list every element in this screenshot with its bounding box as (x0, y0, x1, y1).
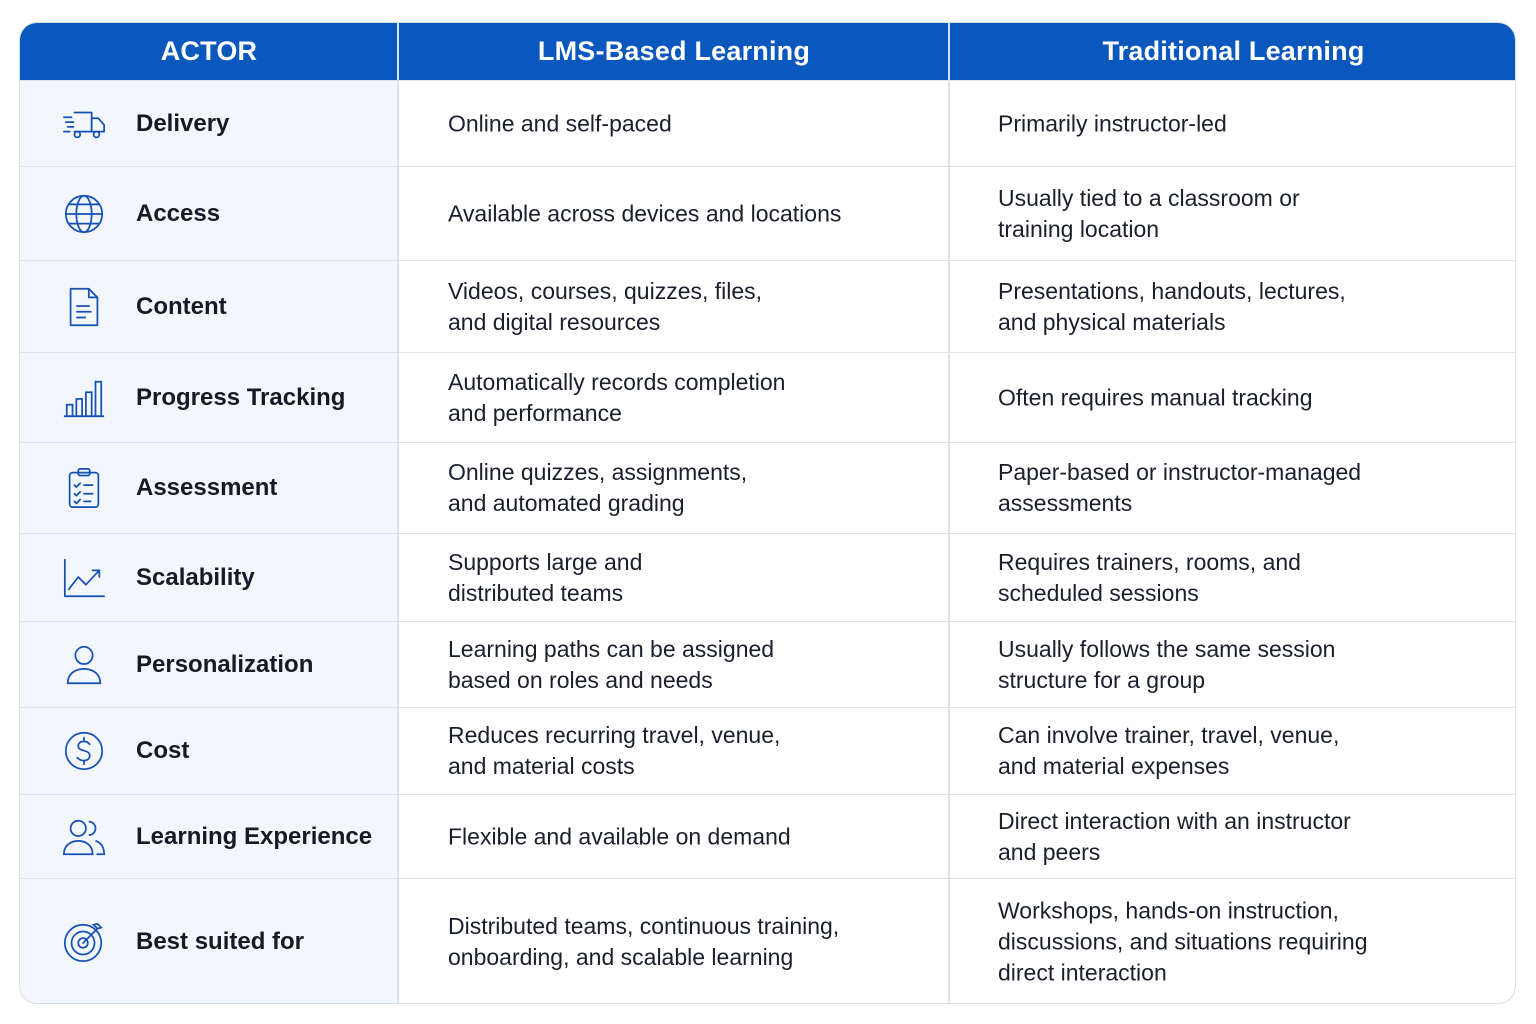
traditional-cell-line: Usually follows the same session (998, 635, 1336, 662)
actor-cell (20, 353, 398, 442)
traditional-cell (998, 896, 1498, 989)
column-divider (397, 80, 399, 1004)
lms-cell (448, 547, 928, 609)
actor-label: Progress Tracking (136, 383, 346, 411)
traditional-cell (998, 720, 1498, 782)
actor-cell (20, 81, 398, 166)
table-header (20, 23, 1515, 80)
traditional-cell-line: Usually tied to a classroom or (998, 184, 1300, 211)
header-divider (397, 23, 399, 80)
actor-label: Delivery (136, 109, 230, 137)
traditional-cell-line: scheduled sessions (998, 579, 1199, 606)
actor-label: Assessment (136, 474, 278, 501)
comparison-table (19, 22, 1516, 1004)
lms-cell (448, 821, 928, 852)
user-icon (60, 641, 108, 689)
lms-cell-line: Available across devices and locations (448, 200, 842, 226)
traditional-cell (998, 634, 1498, 696)
traditional-cell-line: discussions, and situations requiring (998, 928, 1368, 955)
traditional-cell-line: Requires trainers, rooms, and (998, 548, 1301, 575)
header-traditional: Traditional Learning (1102, 36, 1365, 66)
actor-cell (20, 443, 398, 533)
actor-label: Personalization (136, 650, 314, 678)
lms-cell-line: Online quizzes, assignments, (448, 459, 748, 485)
clipboard-check-icon (60, 464, 108, 512)
actor-label: Scalability (136, 563, 255, 591)
lms-cell (448, 276, 928, 338)
traditional-cell (998, 382, 1498, 413)
lms-cell (448, 108, 928, 139)
document-icon (60, 283, 108, 331)
globe-icon (60, 190, 108, 238)
traditional-cell-line: assessments (998, 490, 1133, 516)
lms-cell-line: Supports large and (448, 548, 643, 575)
bar-chart-icon (60, 374, 108, 422)
truck-icon (60, 100, 108, 148)
lms-cell-line: Learning paths can be assigned (448, 635, 775, 662)
header-actor: ACTOR (160, 36, 258, 66)
lms-cell-line: and automated grading (448, 490, 685, 516)
traditional-cell-line: training location (998, 215, 1160, 242)
traditional-cell-line: Workshops, hands-on instruction, (998, 897, 1339, 924)
actor-label: Cost (136, 737, 190, 764)
users-icon (60, 813, 108, 861)
actor-cell (20, 261, 398, 352)
lms-cell-line: Distributed teams, continuous training, (448, 913, 840, 939)
lms-cell (448, 634, 928, 696)
traditional-cell-line: and peers (998, 838, 1101, 865)
traditional-cell-line: Can involve trainer, travel, venue, (998, 722, 1340, 748)
dollar-circle-icon (60, 727, 108, 775)
traditional-cell (998, 108, 1498, 139)
traditional-cell-line: Paper-based or instructor-managed (998, 459, 1362, 485)
table-row (20, 533, 1515, 621)
table-row (20, 166, 1515, 260)
table-row (20, 352, 1515, 442)
lms-cell-line: and performance (448, 399, 622, 426)
lms-cell-line: and digital resources (448, 308, 661, 335)
actor-cell (20, 167, 398, 260)
actor-cell (20, 795, 398, 878)
actor-label: Learning Experience (136, 822, 373, 850)
traditional-cell-line: Direct interaction with an instructor (998, 807, 1351, 834)
lms-cell-line: Automatically records completion (448, 368, 786, 395)
lms-cell (448, 198, 928, 229)
lms-cell-line: Online and self-paced (448, 110, 672, 136)
lms-cell-line: distributed teams (448, 579, 624, 606)
actor-cell (20, 534, 398, 621)
table-row (20, 80, 1515, 166)
traditional-cell (998, 457, 1498, 519)
traditional-cell (998, 547, 1498, 609)
table-row (20, 621, 1515, 707)
actor-cell (20, 879, 398, 1004)
target-icon (60, 918, 108, 966)
header-divider (948, 23, 950, 80)
table-row (20, 794, 1515, 878)
traditional-cell-line: Primarily instructor-led (998, 110, 1227, 136)
lms-cell (448, 720, 928, 782)
trend-up-icon (60, 554, 108, 602)
table-row (20, 442, 1515, 533)
traditional-cell (998, 276, 1498, 338)
actor-label: Best suited for (136, 928, 305, 955)
actor-label: Access (136, 199, 221, 227)
lms-cell (448, 457, 928, 519)
table-row (20, 878, 1515, 1004)
lms-cell-line: and material costs (448, 753, 635, 779)
traditional-cell (998, 806, 1498, 868)
lms-cell-line: onboarding, and scalable learning (448, 944, 794, 970)
actor-cell (20, 622, 398, 707)
table-row (20, 707, 1515, 794)
lms-cell-line: Reduces recurring travel, venue, (448, 722, 781, 748)
traditional-cell-line: structure for a group (998, 666, 1206, 693)
traditional-cell-line: Often requires manual tracking (998, 384, 1313, 410)
traditional-cell-line: Presentations, handouts, lectures, (998, 277, 1346, 304)
lms-cell-line: Flexible and available on demand (448, 823, 791, 849)
traditional-cell (998, 183, 1498, 245)
column-divider (948, 80, 950, 1004)
lms-cell-line: Videos, courses, quizzes, files, (448, 277, 763, 304)
table-row (20, 260, 1515, 352)
traditional-cell-line: and material expenses (998, 753, 1230, 779)
actor-cell (20, 708, 398, 794)
lms-cell (448, 911, 928, 973)
header-lms: LMS-Based Learning (537, 36, 811, 66)
lms-cell-line: based on roles and needs (448, 666, 713, 693)
lms-cell (448, 367, 928, 429)
actor-label: Content (136, 292, 227, 320)
traditional-cell-line: direct interaction (998, 959, 1167, 986)
traditional-cell-line: and physical materials (998, 308, 1226, 335)
